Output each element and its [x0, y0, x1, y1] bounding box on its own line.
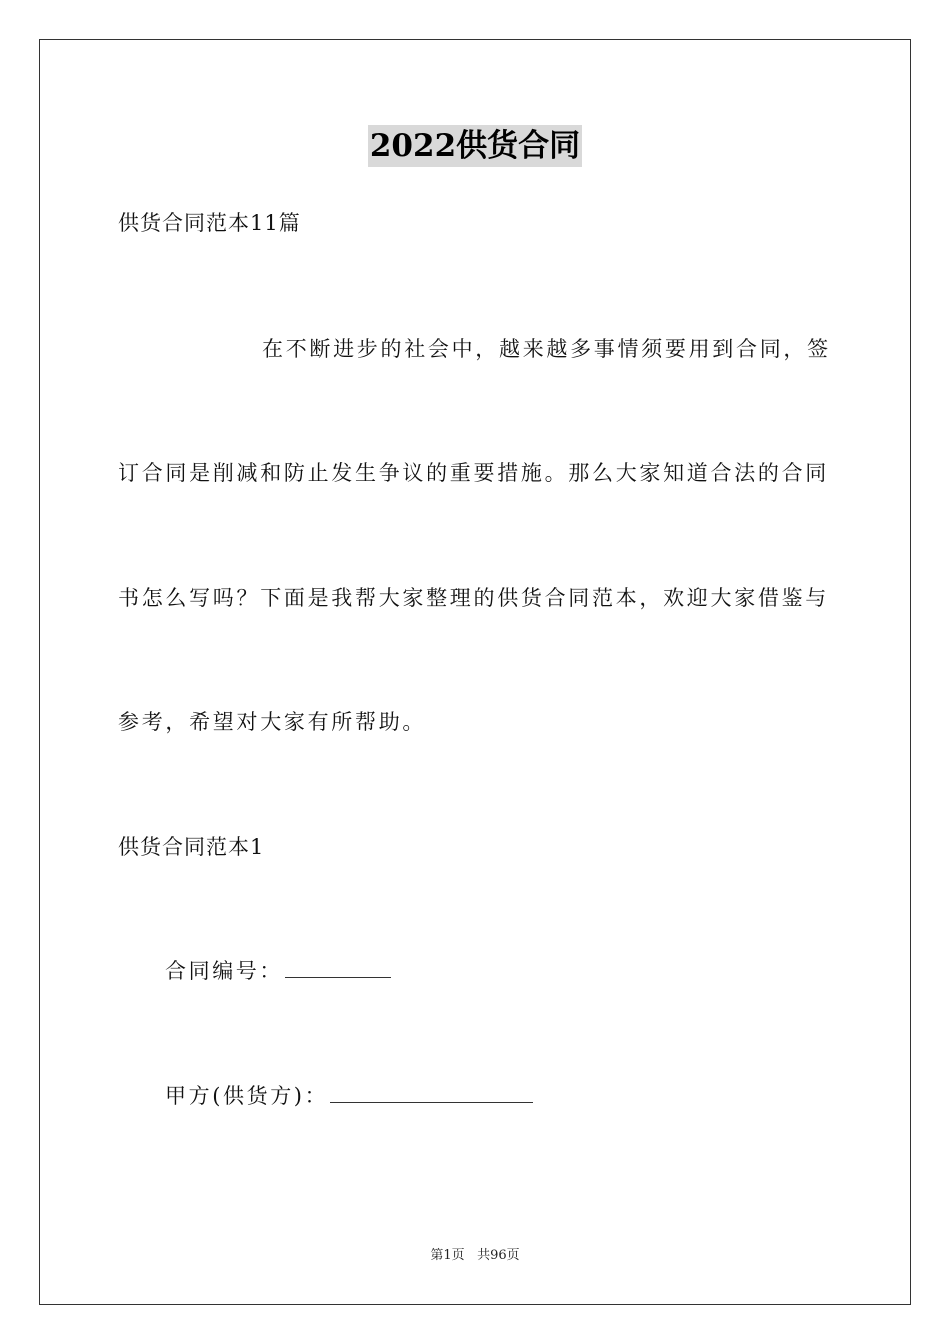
party-a-label: 甲方(供货方)：: [165, 1084, 329, 1108]
footer-spacer: [465, 1248, 477, 1263]
contract-number-blank: [285, 959, 391, 978]
contract-number-field: [165, 956, 391, 986]
intro-paragraph-line: 在不断进步的社会中，越来越多事情须要用到合同，签: [262, 337, 831, 361]
intro-paragraph-line: 参考，希望对大家有所帮助。: [118, 710, 427, 734]
document-subtitle: 供货合同范本11篇: [118, 211, 301, 235]
contract-number-label: 合同编号：: [165, 959, 283, 983]
section-heading: 供货合同范本1: [118, 835, 265, 859]
document-title: 2022供货合同: [368, 125, 582, 167]
page-number: 第1页: [430, 1248, 465, 1263]
page-footer: [0, 1247, 950, 1265]
party-a-field: [165, 1081, 533, 1111]
intro-paragraph-line: 订合同是削减和防止发生争议的重要措施。那么大家知道合法的合同: [118, 461, 829, 485]
page-total: 共96页: [477, 1248, 520, 1263]
party-a-blank: [330, 1084, 533, 1103]
title-container: [0, 125, 950, 167]
intro-paragraph-line: 书怎么写吗？下面是我帮大家整理的供货合同范本，欢迎大家借鉴与: [118, 586, 829, 610]
